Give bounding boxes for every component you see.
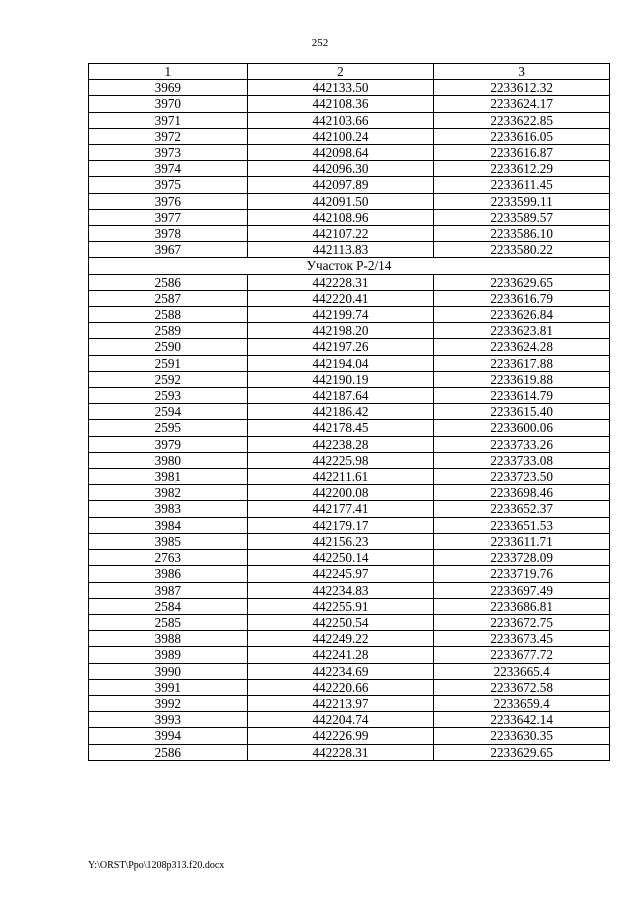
- x-coordinate-cell: 442100.24: [247, 128, 434, 144]
- y-coordinate-cell: 2233589.57: [434, 209, 610, 225]
- x-coordinate-cell: 442226.99: [247, 728, 434, 744]
- x-coordinate-cell: 442187.64: [247, 388, 434, 404]
- x-coordinate-cell: 442255.91: [247, 598, 434, 614]
- x-coordinate-cell: 442133.50: [247, 80, 434, 96]
- y-coordinate-cell: 2233614.79: [434, 388, 610, 404]
- table-row: [89, 420, 610, 436]
- table-row: [89, 307, 610, 323]
- x-coordinate-cell: 442250.14: [247, 550, 434, 566]
- point-number-cell: 3986: [89, 566, 248, 582]
- x-coordinate-cell: 442228.31: [247, 274, 434, 290]
- footer-file-path: Y:\ORST\Ppo\1208p313.f20.docx: [88, 860, 225, 871]
- x-coordinate-cell: 442091.50: [247, 193, 434, 209]
- point-number-cell: 3985: [89, 533, 248, 549]
- y-coordinate-cell: 2233733.26: [434, 436, 610, 452]
- x-coordinate-cell: 442220.66: [247, 679, 434, 695]
- table-row: [89, 517, 610, 533]
- y-coordinate-cell: 2233733.08: [434, 452, 610, 468]
- table-row: [89, 80, 610, 96]
- table-row: [89, 647, 610, 663]
- y-coordinate-cell: 2233672.75: [434, 614, 610, 630]
- point-number-cell: 2591: [89, 355, 248, 371]
- x-coordinate-cell: 442238.28: [247, 436, 434, 452]
- y-coordinate-cell: 2233580.22: [434, 242, 610, 258]
- table-row: [89, 712, 610, 728]
- table-row: [89, 209, 610, 225]
- y-coordinate-cell: 2233651.53: [434, 517, 610, 533]
- y-coordinate-cell: 2233626.84: [434, 307, 610, 323]
- y-coordinate-cell: 2233630.35: [434, 728, 610, 744]
- point-number-cell: 2594: [89, 404, 248, 420]
- x-coordinate-cell: 442234.69: [247, 663, 434, 679]
- y-coordinate-cell: 2233652.37: [434, 501, 610, 517]
- y-coordinate-cell: 2233623.81: [434, 323, 610, 339]
- y-coordinate-cell: 2233719.76: [434, 566, 610, 582]
- column-header-1: 1: [89, 64, 248, 80]
- x-coordinate-cell: 442204.74: [247, 712, 434, 728]
- column-header-3: 3: [434, 64, 610, 80]
- y-coordinate-cell: 2233728.09: [434, 550, 610, 566]
- y-coordinate-cell: 2233629.65: [434, 744, 610, 760]
- x-coordinate-cell: 442249.22: [247, 631, 434, 647]
- table-row: [89, 436, 610, 452]
- y-coordinate-cell: 2233616.87: [434, 145, 610, 161]
- y-coordinate-cell: 2233611.45: [434, 177, 610, 193]
- table-row: [89, 404, 610, 420]
- table-row: [89, 274, 610, 290]
- table-row: [89, 177, 610, 193]
- table-row: [89, 242, 610, 258]
- point-number-cell: 3973: [89, 145, 248, 161]
- x-coordinate-cell: 442108.96: [247, 209, 434, 225]
- y-coordinate-cell: 2233617.88: [434, 355, 610, 371]
- table-body-part1: [89, 80, 610, 258]
- table-header-row: [89, 64, 610, 80]
- table-row: [89, 371, 610, 387]
- table-row: [89, 193, 610, 209]
- x-coordinate-cell: 442234.83: [247, 582, 434, 598]
- x-coordinate-cell: 442220.41: [247, 290, 434, 306]
- point-number-cell: 3980: [89, 452, 248, 468]
- y-coordinate-cell: 2233672.58: [434, 679, 610, 695]
- table-row: [89, 290, 610, 306]
- y-coordinate-cell: 2233599.11: [434, 193, 610, 209]
- point-number-cell: 3976: [89, 193, 248, 209]
- table-row: [89, 226, 610, 242]
- x-coordinate-cell: 442225.98: [247, 452, 434, 468]
- y-coordinate-cell: 2233698.46: [434, 485, 610, 501]
- table-row: [89, 161, 610, 177]
- y-coordinate-cell: 2233659.4: [434, 695, 610, 711]
- table-row: [89, 96, 610, 112]
- x-coordinate-cell: 442190.19: [247, 371, 434, 387]
- table-row: [89, 744, 610, 760]
- x-coordinate-cell: 442228.31: [247, 744, 434, 760]
- point-number-cell: 3970: [89, 96, 248, 112]
- table-row: [89, 631, 610, 647]
- x-coordinate-cell: 442199.74: [247, 307, 434, 323]
- table-row: [89, 663, 610, 679]
- x-coordinate-cell: 442098.64: [247, 145, 434, 161]
- table-row: [89, 128, 610, 144]
- table-row: [89, 452, 610, 468]
- table-row: [89, 112, 610, 128]
- table-row: [89, 614, 610, 630]
- point-number-cell: 2584: [89, 598, 248, 614]
- x-coordinate-cell: 442197.26: [247, 339, 434, 355]
- table-row: [89, 145, 610, 161]
- point-number-cell: 2593: [89, 388, 248, 404]
- y-coordinate-cell: 2233673.45: [434, 631, 610, 647]
- y-coordinate-cell: 2233622.85: [434, 112, 610, 128]
- point-number-cell: 3969: [89, 80, 248, 96]
- point-number-cell: 2590: [89, 339, 248, 355]
- x-coordinate-cell: 442096.30: [247, 161, 434, 177]
- point-number-cell: 3983: [89, 501, 248, 517]
- point-number-cell: 3994: [89, 728, 248, 744]
- table-row: [89, 728, 610, 744]
- y-coordinate-cell: 2233665.4: [434, 663, 610, 679]
- point-number-cell: 3984: [89, 517, 248, 533]
- point-number-cell: 2592: [89, 371, 248, 387]
- table-row: [89, 582, 610, 598]
- point-number-cell: 2587: [89, 290, 248, 306]
- point-number-cell: 3987: [89, 582, 248, 598]
- x-coordinate-cell: 442213.97: [247, 695, 434, 711]
- point-number-cell: 2586: [89, 744, 248, 760]
- table-row: [89, 695, 610, 711]
- x-coordinate-cell: 442186.42: [247, 404, 434, 420]
- y-coordinate-cell: 2233642.14: [434, 712, 610, 728]
- y-coordinate-cell: 2233624.17: [434, 96, 610, 112]
- point-number-cell: 2589: [89, 323, 248, 339]
- point-number-cell: 2595: [89, 420, 248, 436]
- y-coordinate-cell: 2233619.88: [434, 371, 610, 387]
- table-row: [89, 323, 610, 339]
- x-coordinate-cell: 442245.97: [247, 566, 434, 582]
- point-number-cell: 3974: [89, 161, 248, 177]
- table-row: [89, 550, 610, 566]
- table-row: [89, 485, 610, 501]
- y-coordinate-cell: 2233615.40: [434, 404, 610, 420]
- table-row: [89, 533, 610, 549]
- x-coordinate-cell: 442178.45: [247, 420, 434, 436]
- y-coordinate-cell: 2233611.71: [434, 533, 610, 549]
- x-coordinate-cell: 442108.36: [247, 96, 434, 112]
- point-number-cell: 3982: [89, 485, 248, 501]
- y-coordinate-cell: 2233697.49: [434, 582, 610, 598]
- y-coordinate-cell: 2233624.28: [434, 339, 610, 355]
- point-number-cell: 3991: [89, 679, 248, 695]
- point-number-cell: 3972: [89, 128, 248, 144]
- point-number-cell: 3993: [89, 712, 248, 728]
- y-coordinate-cell: 2233586.10: [434, 226, 610, 242]
- x-coordinate-cell: 442097.89: [247, 177, 434, 193]
- point-number-cell: 3988: [89, 631, 248, 647]
- page-number: 252: [311, 37, 329, 49]
- x-coordinate-cell: 442156.23: [247, 533, 434, 549]
- point-number-cell: 3981: [89, 469, 248, 485]
- y-coordinate-cell: 2233677.72: [434, 647, 610, 663]
- table-row: [89, 679, 610, 695]
- x-coordinate-cell: 442198.20: [247, 323, 434, 339]
- point-number-cell: 2588: [89, 307, 248, 323]
- point-number-cell: 3990: [89, 663, 248, 679]
- y-coordinate-cell: 2233600.06: [434, 420, 610, 436]
- x-coordinate-cell: 442179.17: [247, 517, 434, 533]
- coordinates-table: [88, 63, 610, 761]
- x-coordinate-cell: 442194.04: [247, 355, 434, 371]
- point-number-cell: 2585: [89, 614, 248, 630]
- x-coordinate-cell: 442103.66: [247, 112, 434, 128]
- y-coordinate-cell: 2233723.50: [434, 469, 610, 485]
- table-row: [89, 355, 610, 371]
- column-header-2: 2: [247, 64, 434, 80]
- point-number-cell: 3978: [89, 226, 248, 242]
- y-coordinate-cell: 2233616.79: [434, 290, 610, 306]
- table-body-part2: [89, 274, 610, 760]
- section-title-row: [89, 258, 610, 274]
- table-row: [89, 501, 610, 517]
- table-row: [89, 598, 610, 614]
- x-coordinate-cell: 442177.41: [247, 501, 434, 517]
- point-number-cell: 3979: [89, 436, 248, 452]
- y-coordinate-cell: 2233629.65: [434, 274, 610, 290]
- section-title-body: [89, 258, 610, 274]
- section-title: Участок Р-2/14: [89, 258, 610, 274]
- point-number-cell: 3977: [89, 209, 248, 225]
- y-coordinate-cell: 2233612.29: [434, 161, 610, 177]
- table-row: [89, 566, 610, 582]
- y-coordinate-cell: 2233612.32: [434, 80, 610, 96]
- point-number-cell: 2586: [89, 274, 248, 290]
- x-coordinate-cell: 442107.22: [247, 226, 434, 242]
- x-coordinate-cell: 442250.54: [247, 614, 434, 630]
- y-coordinate-cell: 2233686.81: [434, 598, 610, 614]
- point-number-cell: 3992: [89, 695, 248, 711]
- x-coordinate-cell: 442113.83: [247, 242, 434, 258]
- point-number-cell: 2763: [89, 550, 248, 566]
- table-row: [89, 339, 610, 355]
- table-row: [89, 469, 610, 485]
- x-coordinate-cell: 442241.28: [247, 647, 434, 663]
- y-coordinate-cell: 2233616.05: [434, 128, 610, 144]
- x-coordinate-cell: 442211.61: [247, 469, 434, 485]
- point-number-cell: 3967: [89, 242, 248, 258]
- point-number-cell: 3971: [89, 112, 248, 128]
- point-number-cell: 3989: [89, 647, 248, 663]
- table-row: [89, 388, 610, 404]
- x-coordinate-cell: 442200.08: [247, 485, 434, 501]
- point-number-cell: 3975: [89, 177, 248, 193]
